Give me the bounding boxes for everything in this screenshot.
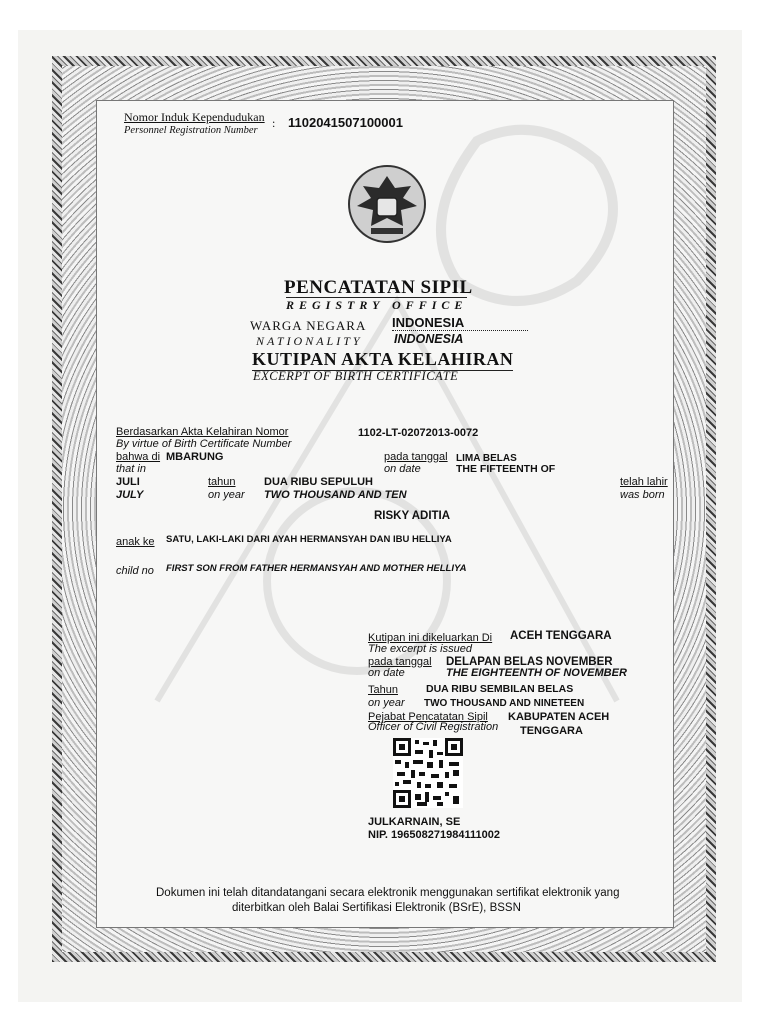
signer-nip: NIP. 196508271984111002 xyxy=(368,829,500,841)
cert-number-value: 1102-LT-02072013-0072 xyxy=(358,427,479,439)
office-title: PENCATATAN SIPIL xyxy=(284,277,473,298)
year-value: DUA RIBU SEPULUH xyxy=(264,476,373,488)
born-label-en: was born xyxy=(620,489,665,501)
office-title-en: REGISTRY OFFICE xyxy=(286,298,468,312)
officer-value-line1: KABUPATEN ACEH xyxy=(508,711,610,723)
nik-colon: : xyxy=(272,116,276,130)
nik-label: Nomor Induk Kependudukan xyxy=(124,110,265,124)
cert-number-label: Berdasarkan Akta Kelahiran Nomor xyxy=(116,426,289,438)
place-label: bahwa di xyxy=(116,451,161,463)
issue-date-label-en: on date xyxy=(368,667,405,679)
officer-label-en: Officer of Civil Registration xyxy=(368,721,499,733)
nationality-value-en: INDONESIA xyxy=(394,332,464,346)
date-value: LIMA BELAS xyxy=(456,453,517,464)
child-order-label-en: child no xyxy=(116,565,154,577)
issue-year-label-en: on year xyxy=(368,697,405,709)
date-value-en: THE FIFTEENTH OF xyxy=(456,463,556,475)
child-name: RISKY ADITIA xyxy=(374,510,451,522)
document-title: KUTIPAN AKTA KELAHIRAN xyxy=(252,349,514,369)
footer-line-1: Dokumen ini telah ditandatangani secara elektronik menggunakan sertifikat elektronik yang xyxy=(156,887,620,899)
place-value: MBARUNG xyxy=(166,451,224,463)
child-order-label: anak ke xyxy=(116,536,155,548)
document-title-en: EXCERPT OF BIRTH CERTIFICATE xyxy=(253,369,459,383)
cert-number-label-en: By virtue of Birth Certificate Number xyxy=(116,438,292,450)
child-order-value-en: FIRST SON FROM FATHER HERMANSYAH AND MOTHER HELLIYA xyxy=(166,563,467,574)
month-value-en: JULY xyxy=(116,489,144,501)
issue-year-label: Tahun xyxy=(368,684,398,696)
child-order-value: SATU, LAKI-LAKI DARI AYAH HERMANSYAH DAN IBU HELLIYA xyxy=(166,534,452,545)
issue-date-value: DELAPAN BELAS NOVEMBER xyxy=(446,656,613,668)
place-label-en: that in xyxy=(116,463,146,475)
nationality-label: WARGA NEGARA xyxy=(250,318,367,333)
year-value-en: TWO THOUSAND AND TEN xyxy=(264,489,407,501)
issued-label: Kutipan ini dikeluarkan Di xyxy=(368,632,493,644)
year-label-en: on year xyxy=(208,489,245,501)
officer-value-line2: TENGGARA xyxy=(520,725,583,737)
signer-name: JULKARNAIN, SE xyxy=(368,816,461,828)
born-label: telah lahir xyxy=(620,476,668,488)
issue-year-value-en: TWO THOUSAND AND NINETEEN xyxy=(424,698,585,709)
footer-line-2: diterbitkan oleh Balai Sertifikasi Elektronik (BSrE), BSSN xyxy=(232,902,521,914)
nationality-label-en: NATIONALITY xyxy=(256,334,363,348)
issue-date-label: pada tanggal xyxy=(368,656,432,668)
issue-date-value-en: THE EIGHTEENTH OF NOVEMBER xyxy=(446,667,627,679)
issued-label-en: The excerpt is issued xyxy=(368,643,472,655)
date-label: pada tanggal xyxy=(384,451,448,463)
nationality-value: INDONESIA xyxy=(392,315,528,331)
qr-code-icon xyxy=(393,738,463,808)
nik-value: 1102041507100001 xyxy=(288,115,403,130)
nik-label-en: Personnel Registration Number xyxy=(124,125,258,136)
garuda-emblem-icon xyxy=(345,164,429,244)
issued-value: ACEH TENGGARA xyxy=(510,630,612,642)
officer-label: Pejabat Pencatatan Sipil xyxy=(368,711,488,723)
date-label-en: on date xyxy=(384,463,421,475)
month-value: JULI xyxy=(116,476,140,488)
issue-year-value: DUA RIBU SEMBILAN BELAS xyxy=(426,683,574,695)
year-label: tahun xyxy=(208,476,236,488)
